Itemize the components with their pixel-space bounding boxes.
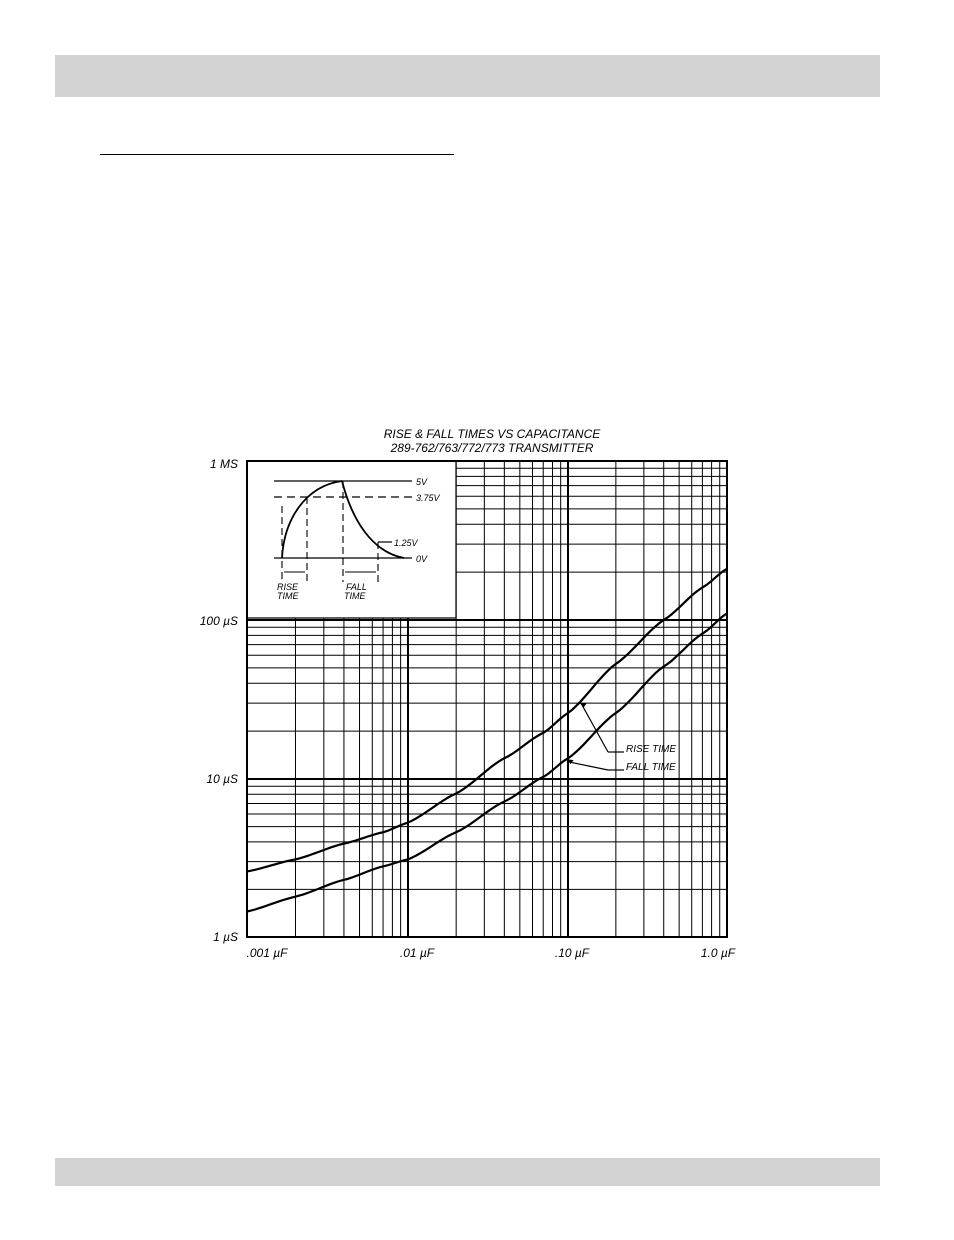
x-tick-label: .01 µF bbox=[399, 946, 435, 960]
series-labels bbox=[567, 703, 677, 773]
chart-grid bbox=[247, 461, 727, 937]
series-label: FALL TIME bbox=[626, 762, 676, 773]
x-tick-label: 1.0 µF bbox=[700, 946, 736, 960]
y-tick-label: 100 µS bbox=[199, 614, 238, 628]
inset-rise-label: TIME bbox=[277, 591, 299, 601]
inset-voltage-label: 0V bbox=[416, 554, 428, 564]
inset-voltage-label: 5V bbox=[416, 477, 428, 487]
inset-voltage-label: 3.75V bbox=[416, 493, 440, 503]
series-line bbox=[247, 569, 727, 872]
inset-fall-label: TIME bbox=[344, 591, 366, 601]
chart-subtitle: 289-762/763/772/773 TRANSMITTER bbox=[390, 441, 594, 455]
series-leader-line bbox=[570, 762, 608, 770]
x-tick-label: .10 µF bbox=[554, 946, 590, 960]
y-tick-label: 1 MS bbox=[209, 457, 238, 471]
chart-title: RISE & FALL TIMES VS CAPACITANCE bbox=[383, 427, 601, 441]
y-tick-label: 1 µS bbox=[213, 930, 238, 944]
plot-frame bbox=[247, 461, 727, 937]
inset-rise-curve bbox=[282, 481, 342, 558]
inset-rise-label: RISE bbox=[277, 582, 299, 592]
y-tick-label: 10 µS bbox=[206, 772, 238, 786]
footer-band bbox=[55, 1158, 880, 1186]
series-leader-line bbox=[582, 706, 608, 752]
inset-waveform-diagram bbox=[274, 477, 441, 601]
inset-fall-label: FALL bbox=[346, 582, 367, 592]
inset-voltage-label: 1.25V bbox=[394, 538, 418, 548]
series-label: RISE TIME bbox=[626, 744, 677, 755]
x-tick-label: .001 µF bbox=[246, 946, 288, 960]
